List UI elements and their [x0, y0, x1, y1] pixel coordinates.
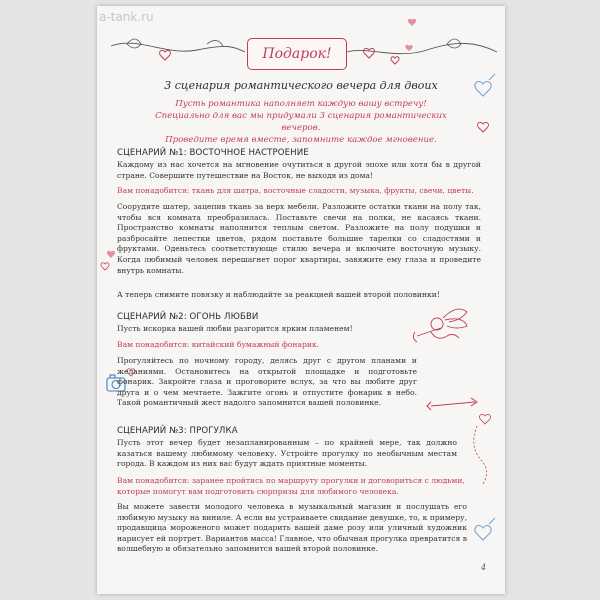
- scenario3-lead: Пусть этот вечер будет незапланированным – по крайней мере, так должно казаться вашему любимому человеку. Устройте прогулку по необычным местам города. В каждом из них вас будут ждать приятные моменты.: [117, 438, 457, 469]
- intro-line: Специально для вас мы придумали 3 сценария романтических вечеров.: [155, 111, 447, 133]
- scenario1-need: Вам понадобится: ткань для шатра, восточные сладости, музыка, фрукты, свечи, цветы.: [117, 186, 474, 195]
- page-title: Подарок!: [262, 46, 332, 62]
- intro-line: Проведите время вместе, запомните каждое мгновение.: [165, 135, 437, 145]
- cupid-icon: [413, 309, 467, 342]
- title-frame: [247, 38, 347, 70]
- scenario1-heading: СЦЕНАРИЙ №1: ВОСТОЧНОЕ НАСТРОЕНИЕ: [117, 148, 309, 158]
- scenario1-body: Соорудите шатер, зацепив ткань за верх мебели. Разложите остатки ткани на полу так, чтобы вся комната преобразилась. Поставьте свечи на полки, не касаясь ткани. Пространство комнаты наполнится теплым светом. Разложите на полу подушки и разбросайте лепестки цветов, рядом поставьте большие тарелки со сладостями и фруктами. Оденьтесь соответствующе стилю вечера и включите восточную музыку. Когда любимый человек перешагнет порог квартиры, завяжите ему глаза и проведите внутрь комнаты.: [117, 202, 481, 275]
- scenario3-body: Вы можете завести молодого человека в музыкальный магазин и послушать его любимую музыку на виниле. А если вы устраиваете свидание девушке, то, к примеру, продавщица мороженого может подарить вашей даме розу или уличный художник нарисует ей портрет. Вариантов масса! Главное, что обычная прогулка превратится в волшебную и обязательно запомнится вашей второй половинке.: [117, 502, 467, 554]
- page-subtitle: 3 сценария романтического вечера для двоих: [164, 79, 438, 92]
- scenario1-tail: А теперь снимите повязку и наблюдайте за реакцией вашей второй половинки!: [117, 290, 440, 299]
- intro-block: [137, 98, 465, 146]
- arrow-icon: [427, 398, 477, 410]
- scenario3-heading: СЦЕНАРИЙ №3: ПРОГУЛКА: [117, 426, 238, 436]
- scenario3-need: Вам понадобится: заранее пройтись по маршруту прогулки и договориться с людьми, которые помогут вам подготовить сюрпризы для любимого человека.: [117, 476, 465, 496]
- document-page: [97, 6, 505, 594]
- scenario2-heading: СЦЕНАРИЙ №2: ОГОНЬ ЛЮБВИ: [117, 312, 259, 322]
- scenario2-need: Вам понадобится: китайский бумажный фонарик.: [117, 340, 320, 349]
- page-number: 4: [481, 563, 487, 572]
- intro-line: Пусть романтика наполняет каждую вашу встречу!: [175, 99, 427, 109]
- scenario1-lead: Каждому из нас хочется на мгновение очутиться в другой эпохе или хотя бы в другой стране. Совершите путешествие на Восток, не выходя из дома!: [117, 160, 481, 180]
- scenario2-lead: Пусть искорка вашей любви разгорится ярким пламенем!: [117, 324, 353, 333]
- scenario2-body: Прогуляйтесь по ночному городу, делясь друг с другом планами и желаниями. Остановитесь на открытой площадке и подготовьте фонарик. Закройте глаза и проговорите вслух, за что вы любите друг друга и о чем мечтаете. Зажгите огонь и отпустите фонарик в небо. Такой романтичный жест надолго запомнится вашей половинке.: [117, 356, 417, 408]
- watermark: a-tank.ru: [99, 10, 154, 24]
